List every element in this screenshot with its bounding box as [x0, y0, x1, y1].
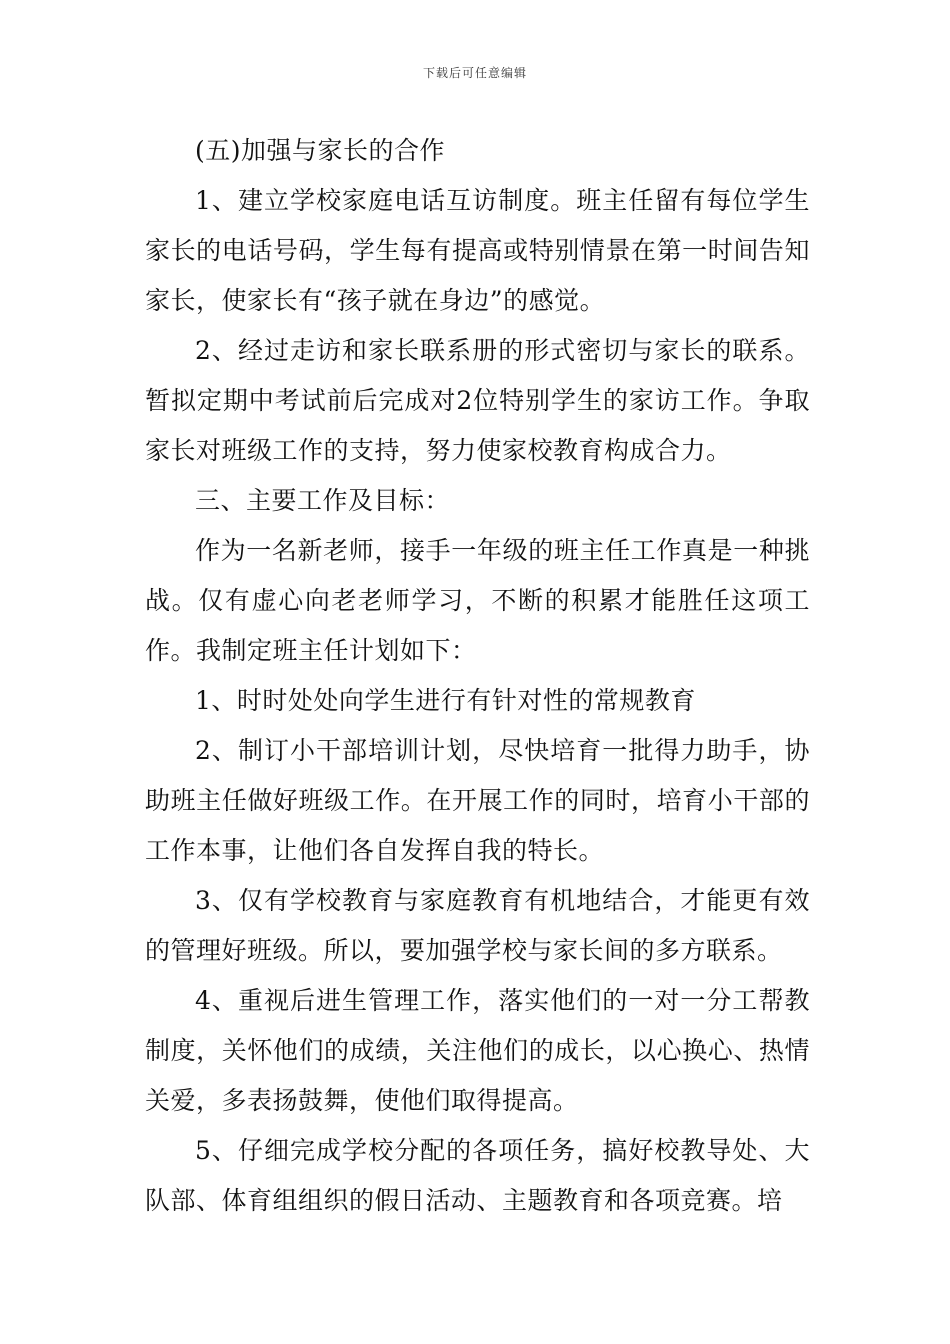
paragraph-home-visits: 2、经过走访和家长联系册的形式密切与家长的联系。暂拟定期中考试前后完成对2位特别学生的家访工作。争取家长对班级工作的支持，努力使家校教育构成合力。: [145, 336, 810, 465]
section-heading-parent-cooperation: (五)加强与家长的合作: [195, 136, 446, 165]
list-item-school-tasks: 5、仔细完成学校分配的各项任务，搞好校教导处、大队部、体育组组织的假日活动、主题教育和各项竞赛。培: [145, 1136, 810, 1215]
document-body: [145, 126, 810, 1226]
list-item-school-family-cooperation: 3、仅有学校教育与家庭教育有机地结合，才能更有效的管理好班级。所以，要加强学校与家长间的多方联系。: [145, 886, 810, 965]
section-heading-main-work-goals: 三、主要工作及目标：: [195, 486, 451, 515]
list-item-cadre-training: 2、制订小干部培训计划，尽快培育一批得力助手，协助班主任做好班级工作。在开展工作的同时，培育小干部的工作本事，让他们各自发挥自我的特长。: [145, 736, 810, 865]
header-note: 下载后可任意编辑: [422, 66, 527, 80]
list-item-routine-education: 1、时时处处向学生进行有针对性的常规教育: [195, 686, 696, 715]
list-item-underachiever-support: 4、重视后进生管理工作，落实他们的一对一分工帮教制度，关怀他们的成绩，关注他们的成长，以心换心、热情关爱，多表扬鼓舞，使他们取得提高。: [145, 986, 810, 1115]
paragraph-new-teacher-intro: 作为一名新老师，接手一年级的班主任工作真是一种挑战。仅有虚心向老老师学习，不断的积累才能胜任这项工作。我制定班主任计划如下：: [145, 536, 810, 665]
paragraph-phone-visit-system: 1、建立学校家庭电话互访制度。班主任留有每位学生家长的电话号码，学生每有提高或特别情景在第一时间告知家长，使家长有“孩子就在身边”的感觉。: [145, 186, 810, 315]
